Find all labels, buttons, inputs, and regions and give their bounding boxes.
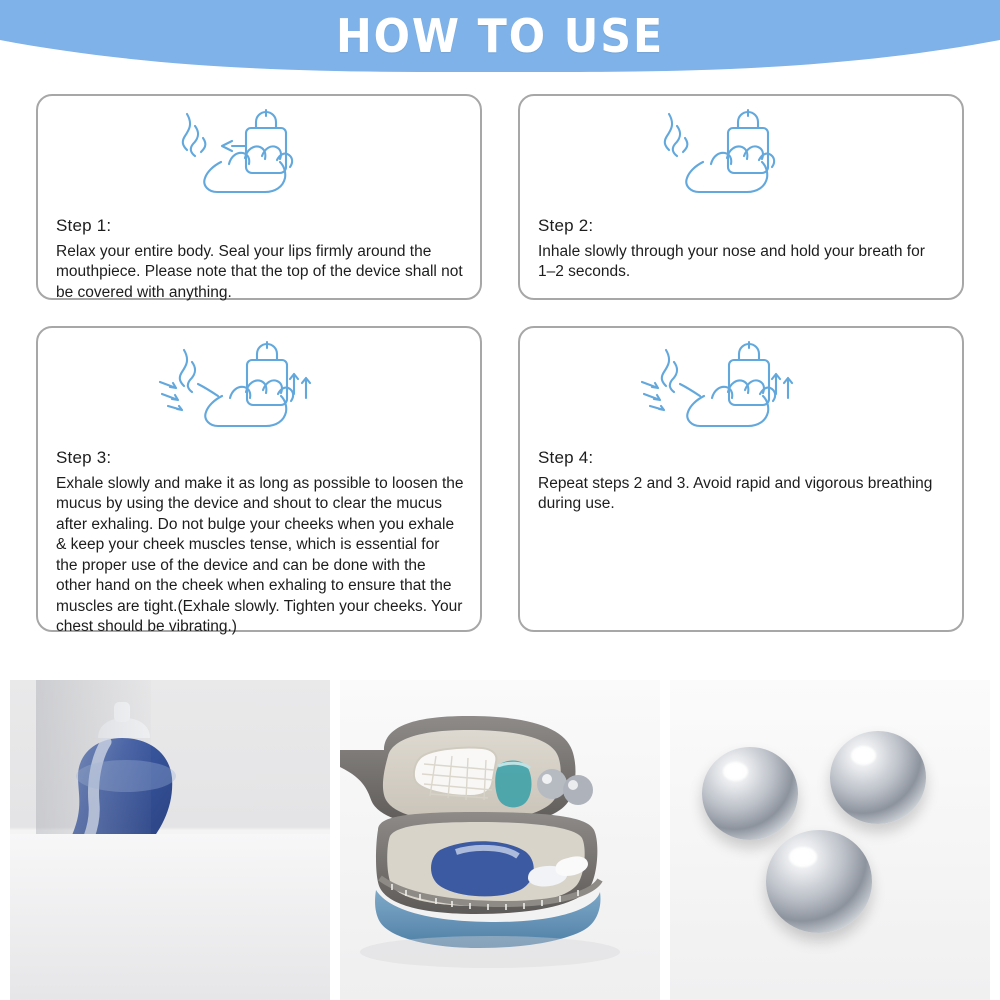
step-card-3 <box>36 326 482 636</box>
step-1-illustration <box>50 106 468 214</box>
step-3-illustration <box>50 338 468 446</box>
steps-grid <box>36 94 964 636</box>
steel-ball <box>830 731 926 824</box>
step-card-4 <box>518 326 964 632</box>
step-4-text: Repeat steps 2 and 3. Avoid rapid and vigorous breathing during use. <box>538 475 933 513</box>
step-card-1 <box>36 94 482 300</box>
breathing-device-hand-exhale-icon <box>154 338 364 446</box>
step-1-text: Relax your entire body. Seal your lips firmly around the mouthpiece. Please note that the top of the device shall not be covered with anything. <box>56 243 463 301</box>
step-3-label: Step 3: <box>56 448 112 467</box>
carry-case-photo-art <box>340 680 660 1000</box>
steel-ball <box>766 830 872 932</box>
step-2-label: Step 2: <box>538 216 594 235</box>
page-title: HOW TO USE <box>335 9 665 63</box>
product-photo-strip <box>0 680 1000 1000</box>
breathing-device-hand-exhale-icon <box>636 338 846 446</box>
breathing-device-hand-icon <box>159 106 359 214</box>
step-card-2 <box>518 94 964 300</box>
step-2-illustration <box>532 106 950 214</box>
steps-section <box>0 78 1000 668</box>
breathing-device-hand-icon <box>641 106 841 214</box>
step-3-text: Exhale slowly and make it as long as possible to loosen the mucus by using the device and shout to clear the mucus after exhaling. Do not bulge your cheeks when you exhale & keep your cheek muscles tense, which is essential for the proper use of the device and can be done with the other hand on the cheek when exhaling to ensure that the muscles are tight.(Exhale slowly. Tighten your cheeks. Your chest should be vibrating.) <box>56 475 464 636</box>
steel-ball <box>702 747 798 840</box>
product-photo-device <box>10 680 330 1000</box>
header-banner <box>0 0 1000 78</box>
step-2-text: Inhale slowly through your nose and hold your breath for 1–2 seconds. <box>538 243 925 281</box>
product-photo-carry-case <box>340 680 660 1000</box>
product-photo-steel-balls <box>670 680 990 1000</box>
step-4-label: Step 4: <box>538 448 594 467</box>
step-4-illustration <box>532 338 950 446</box>
step-1-label: Step 1: <box>56 216 112 235</box>
